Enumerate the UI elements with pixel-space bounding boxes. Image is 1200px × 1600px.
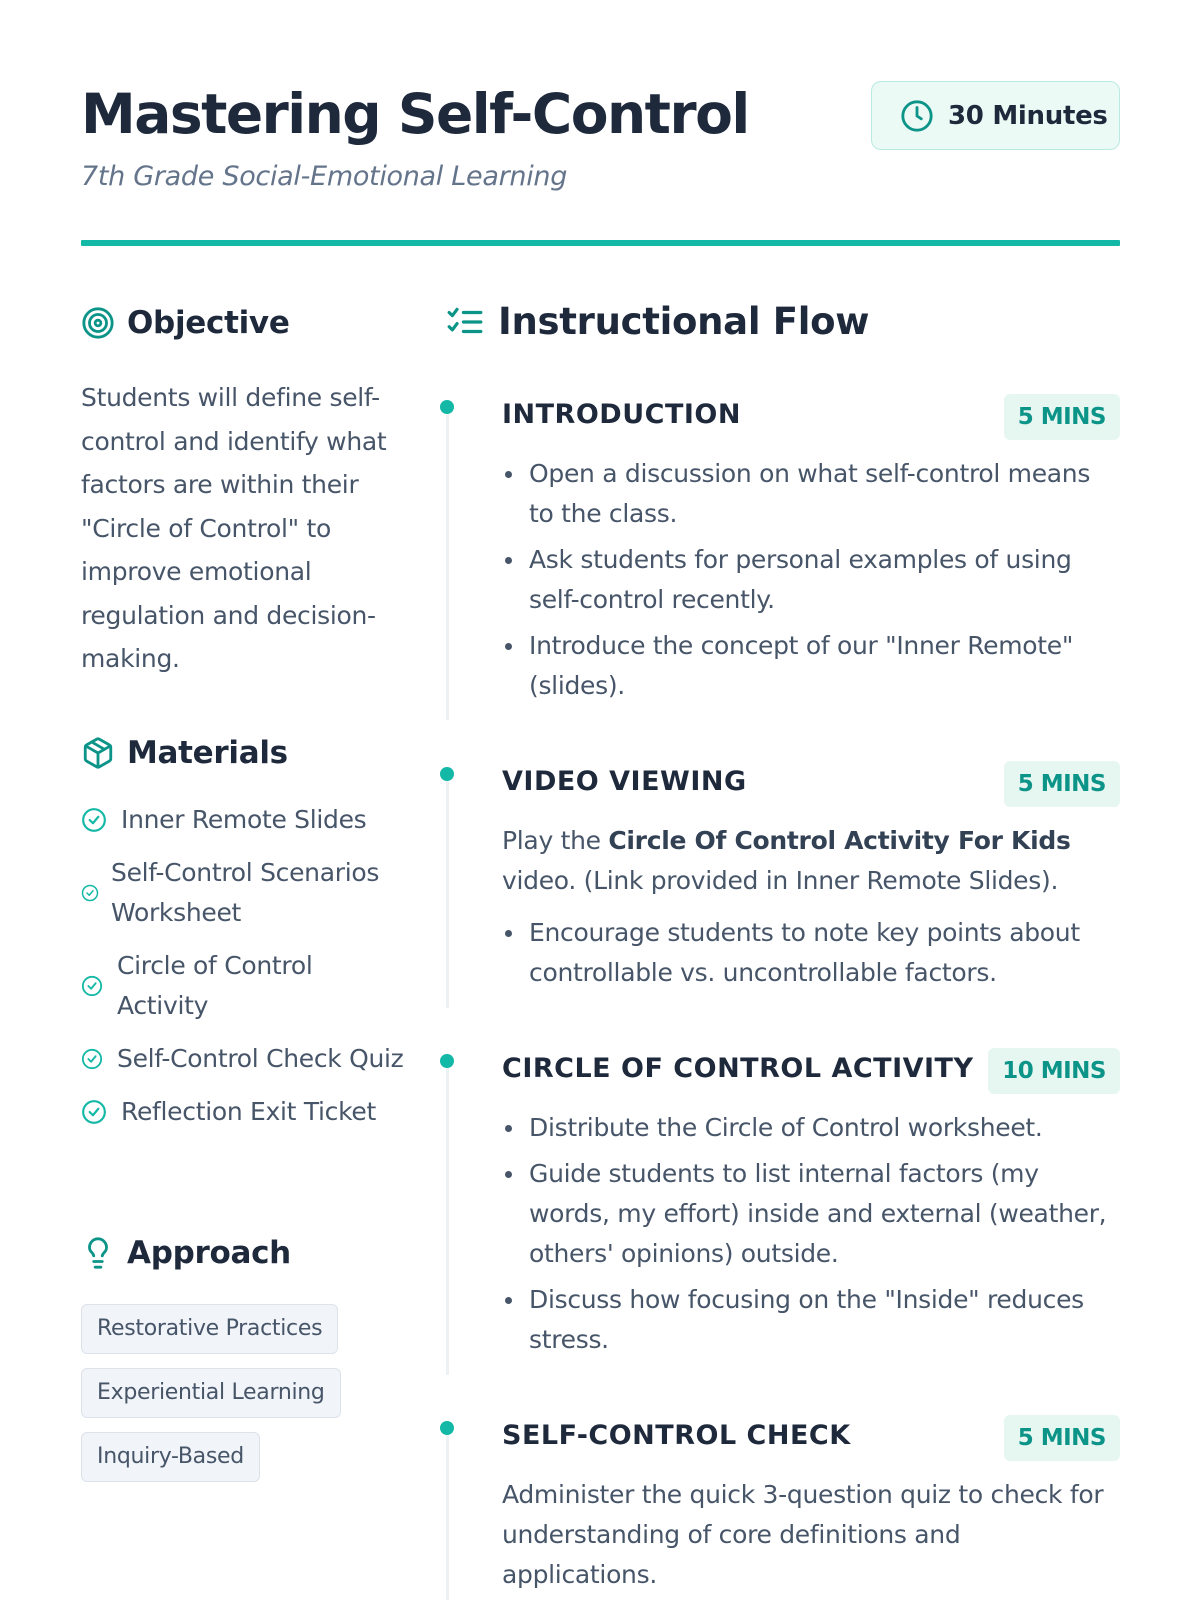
list-item: [81, 1039, 411, 1079]
objective-heading: [81, 305, 290, 341]
list-item: Encourage students to note key points about controllable vs. uncontrollable factors.: [502, 913, 1120, 993]
list-item: Discuss how focusing on the "Inside" reduces stress.: [502, 1280, 1120, 1360]
video-title: Circle Of Control Activity For Kids: [608, 826, 1071, 855]
step-body: [502, 1475, 1120, 1600]
timeline-dot: [440, 1054, 454, 1068]
approach-tags: [81, 1304, 341, 1496]
list-item: [81, 1092, 411, 1132]
approach-tag: Experiential Learning: [81, 1368, 341, 1418]
step-body: [502, 1108, 1120, 1366]
approach-heading-label: Approach: [127, 1235, 291, 1271]
list-item: Ask students for personal examples of using self-control recently.: [502, 540, 1120, 620]
timeline-line: [446, 778, 449, 1008]
material-label: Self-Control Check Quiz: [117, 1044, 404, 1073]
list-item: Introduce the concept of our "Inner Remote" (slides).: [502, 626, 1120, 706]
step-title: INTRODUCTION: [502, 399, 741, 430]
checklist-icon: [446, 303, 484, 341]
list-item: Guide students to list internal factors (my words, my effort) inside and external (weather, others' opinions) outside.: [502, 1154, 1120, 1274]
timeline-dot: [440, 767, 454, 781]
approach-heading: [81, 1235, 291, 1271]
duration-badge: [871, 81, 1120, 150]
list-item: [81, 853, 411, 933]
step-time-badge: 5 MINS: [1004, 1415, 1120, 1461]
objective-text: Students will define self-control and identify what factors are within their "Circle of Control" to improve emotional regulation and decision-making.: [81, 383, 387, 673]
paragraph-text: video. (Link provided in Inner Remote Slides).: [502, 866, 1059, 895]
timeline-dot: [440, 1421, 454, 1435]
step-time-badge: 5 MINS: [1004, 761, 1120, 807]
list-item: [81, 800, 411, 840]
duration-label: 30 Minutes: [948, 100, 1108, 131]
list-item: Distribute the Circle of Control worksheet.: [502, 1108, 1120, 1148]
timeline-line: [446, 410, 449, 720]
check-circle-icon: [81, 975, 103, 997]
step-paragraph: [502, 821, 1120, 901]
material-label: Circle of Control Activity: [117, 951, 313, 1020]
check-circle-icon: [81, 884, 99, 902]
materials-heading: [81, 735, 288, 771]
clock-icon: [900, 99, 934, 133]
list-item: [81, 946, 411, 1026]
check-circle-icon: [81, 1099, 107, 1125]
objective-heading-label: Objective: [127, 305, 290, 341]
material-label: Inner Remote Slides: [121, 805, 367, 834]
target-icon: [81, 306, 115, 340]
page-subtitle: 7th Grade Social-Emotional Learning: [81, 161, 568, 192]
timeline-dot: [440, 400, 454, 414]
list-item: Open a discussion on what self-control means to the class.: [502, 454, 1120, 534]
step-time-badge: 5 MINS: [1004, 394, 1120, 440]
lightbulb-icon: [81, 1236, 115, 1270]
step-title: VIDEO VIEWING: [502, 766, 747, 797]
step-title: SELF-CONTROL CHECK: [502, 1420, 851, 1451]
header-divider: [81, 240, 1120, 246]
page-title: Mastering Self-Control: [81, 82, 749, 146]
material-label: Self-Control Scenarios Worksheet: [111, 858, 380, 927]
timeline-line: [446, 1065, 449, 1375]
package-icon: [81, 736, 115, 770]
material-label: Reflection Exit Ticket: [121, 1097, 376, 1126]
timeline-line: [446, 1432, 449, 1600]
flow-heading: [446, 300, 869, 343]
flow-heading-label: Instructional Flow: [498, 300, 870, 343]
step-body: [502, 454, 1120, 712]
materials-heading-label: Materials: [127, 735, 288, 771]
check-circle-icon: [81, 807, 107, 833]
approach-tag: Restorative Practices: [81, 1304, 338, 1354]
approach-tag: Inquiry-Based: [81, 1432, 260, 1482]
materials-list: [81, 800, 411, 1145]
step-time-badge: 10 MINS: [988, 1048, 1120, 1094]
paragraph-text: Play the: [502, 826, 609, 855]
check-circle-icon: [81, 1048, 103, 1070]
step-paragraph: Administer the quick 3-question quiz to check for understanding of core definitions and applications.: [502, 1480, 1104, 1589]
step-body: [502, 821, 1120, 999]
step-title: CIRCLE OF CONTROL ACTIVITY: [502, 1053, 974, 1084]
